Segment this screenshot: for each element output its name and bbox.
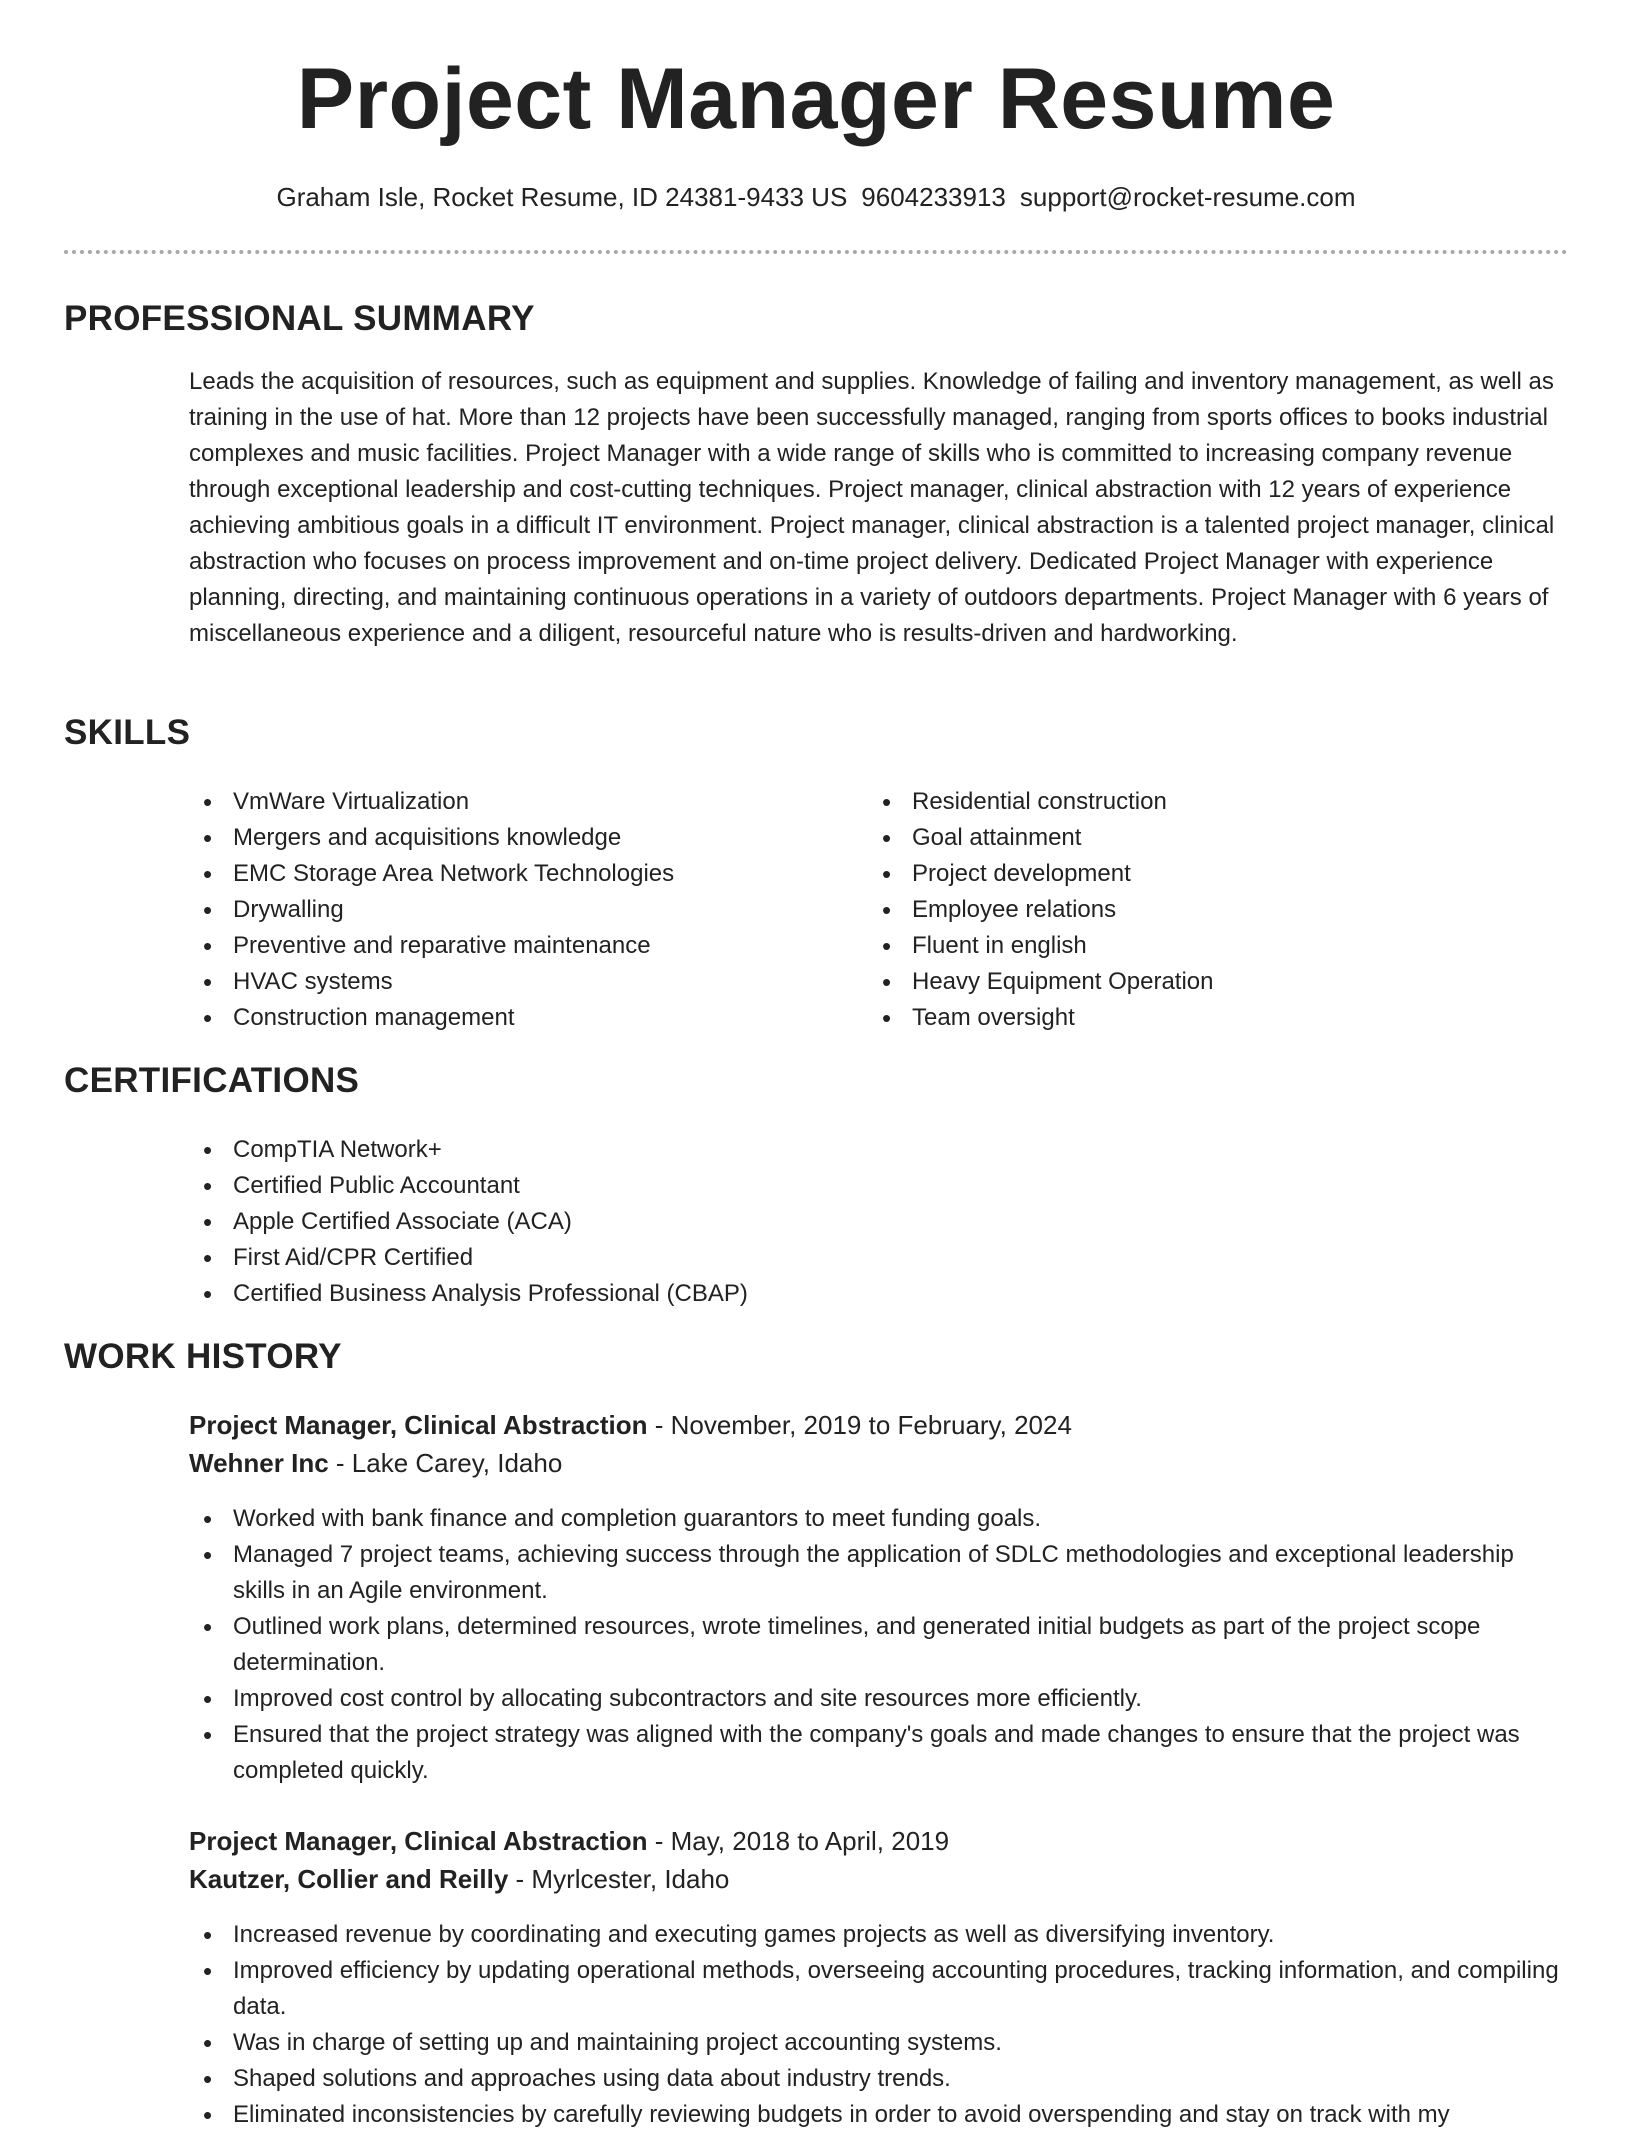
job-bullet: • Ensured that the project strategy was aligned with the company's goals and made changes to ensure that the project was completed quickly. xyxy=(189,1717,1569,1789)
job-title-line xyxy=(189,1406,1072,1444)
skill-item: • EMC Storage Area Network Technologies xyxy=(189,856,829,892)
skill-item: • VmWare Virtualization xyxy=(189,784,829,820)
skill-item: • Fluent in english xyxy=(868,928,1508,964)
contact-email: support@rocket-resume.com xyxy=(1019,182,1356,212)
job-bullet: • Improved efficiency by updating operational methods, overseeing accounting procedures, tracking information, and compiling data. xyxy=(189,1953,1569,2025)
job-bullet: • Outlined work plans, determined resources, wrote timelines, and generated initial budgets as part of the project scope determination. xyxy=(189,1609,1569,1681)
skill-item: • Mergers and acquisitions knowledge xyxy=(189,820,829,856)
job-title-line xyxy=(189,1822,949,1860)
job-dates: - May, 2018 to April, 2019 xyxy=(647,1826,950,1856)
skill-item: • Employee relations xyxy=(868,892,1508,928)
summary-heading: PROFESSIONAL SUMMARY xyxy=(64,299,535,338)
skill-item: • HVAC systems xyxy=(189,964,829,1000)
certifications-heading: CERTIFICATIONS xyxy=(64,1061,360,1100)
summary-text: Leads the acquisition of resources, such as equipment and supplies. Knowledge of failing and inventory management, as well as training in the use of hat. More than 12 projects have been successfully managed, ranging from sports offices to books industrial complexes and music facilities. Project Manager with a wide range of skills who is committed to increasing company revenue through exceptional leadership and cost-cutting techniques. Project manager, clinical abstraction with 12 years of experience achieving ambitious goals in a difficult IT environment. Project manager, clinical abstraction is a talented project manager, clinical abstraction who focuses on process improvement and on-time project delivery. Dedicated Project Manager with experience planning, directing, and maintaining continuous operations in a variety of outdoors departments. Project Manager with 6 years of miscellaneous experience and a diligent, resourceful nature who is results-driven and hardworking. xyxy=(189,368,1555,647)
skills-heading: SKILLS xyxy=(64,713,191,752)
skills-list-left xyxy=(189,784,829,1036)
skill-item: • Team oversight xyxy=(868,1000,1508,1036)
skill-item: • Drywalling xyxy=(189,892,829,928)
certification-item: • CompTIA Network+ xyxy=(189,1132,1569,1168)
header-divider xyxy=(64,250,1568,254)
skill-item: • Residential construction xyxy=(868,784,1508,820)
skills-list-right xyxy=(868,784,1508,1036)
job-bullet: • Eliminated inconsistencies by carefully reviewing budgets in order to avoid overspending and stay on track with my xyxy=(189,2097,1569,2133)
work-history-heading: WORK HISTORY xyxy=(64,1337,342,1376)
skill-item: • Goal attainment xyxy=(868,820,1508,856)
job-company: Wehner Inc xyxy=(189,1448,329,1478)
job-location: - Myrlcester, Idaho xyxy=(508,1864,730,1894)
job-bullet: • Managed 7 project teams, achieving success through the application of SDLC methodologies and exceptional leadership skills in an Agile environment. xyxy=(189,1537,1569,1609)
skill-item: • Project development xyxy=(868,856,1508,892)
contact-phone: 9604233913 xyxy=(861,182,1006,212)
skill-item: • Heavy Equipment Operation xyxy=(868,964,1508,1000)
contact-address: Graham Isle, Rocket Resume, ID 24381-9433 US xyxy=(276,182,848,212)
certification-item: • First Aid/CPR Certified xyxy=(189,1240,1569,1276)
certification-item: • Certified Business Analysis Professional (CBAP) xyxy=(189,1276,1569,1312)
job-bullet: • Shaped solutions and approaches using data about industry trends. xyxy=(189,2061,1569,2097)
job-company: Kautzer, Collier and Reilly xyxy=(189,1864,509,1894)
job-company-line xyxy=(189,1444,562,1482)
certification-item: • Apple Certified Associate (ACA) xyxy=(189,1204,1569,1240)
skill-item: • Construction management xyxy=(189,1000,829,1036)
certifications-list xyxy=(189,1132,1569,1312)
job-dates: - November, 2019 to February, 2024 xyxy=(647,1410,1072,1440)
job-bullets xyxy=(189,1501,1569,1789)
certification-item: • Certified Public Accountant xyxy=(189,1168,1569,1204)
contact-line xyxy=(0,181,1632,215)
skill-item: • Preventive and reparative maintenance xyxy=(189,928,829,964)
job-location: - Lake Carey, Idaho xyxy=(328,1448,563,1478)
job-bullet: • Increased revenue by coordinating and executing games projects as well as diversifying inventory. xyxy=(189,1917,1569,1953)
resume-title: Project Manager Resume xyxy=(296,51,1336,147)
job-title: Project Manager, Clinical Abstraction xyxy=(189,1410,648,1440)
job-title: Project Manager, Clinical Abstraction xyxy=(189,1826,648,1856)
job-bullet: • Was in charge of setting up and maintaining project accounting systems. xyxy=(189,2025,1569,2061)
job-bullet: • Improved cost control by allocating subcontractors and site resources more efficiently. xyxy=(189,1681,1569,1717)
job-company-line xyxy=(189,1860,729,1898)
job-bullet: • Worked with bank finance and completion guarantors to meet funding goals. xyxy=(189,1501,1569,1537)
job-bullets xyxy=(189,1917,1569,2133)
